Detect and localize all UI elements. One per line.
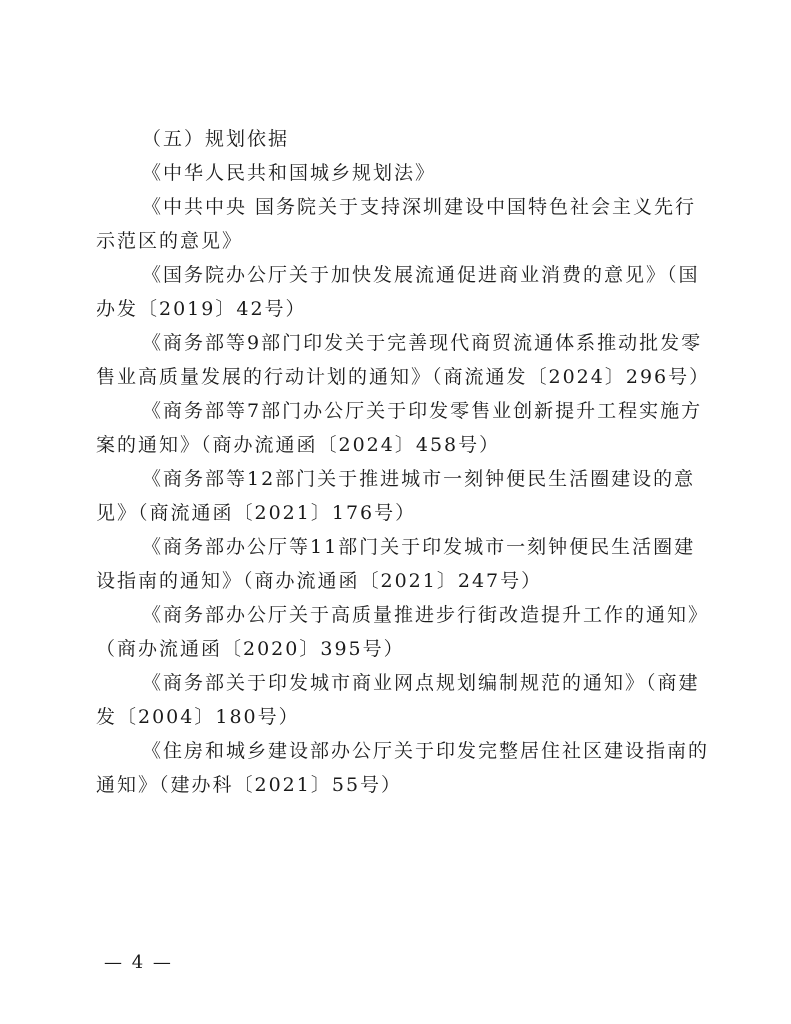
reference-item [96, 156, 696, 190]
reference-line: 《商务部等9部门印发关于完善现代商贸流通体系推动批发零 [142, 332, 703, 354]
reference-line: 《商务部办公厅等11部门关于印发城市一刻钟便民生活圈建 [142, 536, 696, 558]
reference-line: 办发〔2019〕42号） [96, 298, 307, 320]
reference-line: 《住房和城乡建设部办公厅关于印发完整居住社区建设指南的 [142, 740, 710, 762]
reference-item [96, 394, 703, 462]
reference-item [96, 190, 696, 258]
reference-line: 通知》（建办科〔2021〕55号） [96, 774, 403, 796]
reference-line: 见》（商流通函〔2021〕176号） [96, 502, 417, 524]
reference-line: 售业高质量发展的行动计划的通知》（商流通发〔2024〕296号） [96, 366, 711, 388]
reference-line: 《商务部关于印发城市商业网点规划编制规范的通知》（商建 [142, 672, 700, 694]
reference-line: 发〔2004〕180号） [96, 706, 300, 728]
reference-line: 《商务部等7部门办公厅关于印发零售业创新提升工程实施方 [142, 400, 703, 422]
reference-line: 《中共中央 国务院关于支持深圳建设中国特色社会主义先行 [142, 196, 697, 218]
reference-line: 设指南的通知》（商办流通函〔2021〕247号） [96, 570, 543, 592]
reference-item [96, 326, 711, 394]
reference-line: 《国务院办公厅关于加快发展流通促进商业消费的意见》（国 [142, 264, 700, 286]
document-body [96, 122, 711, 802]
reference-line: 示范区的意见》 [96, 230, 244, 252]
reference-item [96, 666, 700, 734]
reference-line: （商办流通函〔2020〕395号） [96, 638, 405, 660]
reference-item [96, 258, 700, 326]
page-number: — 4 — [104, 952, 173, 973]
reference-line: 《中华人民共和国城乡规划法》 [142, 162, 437, 184]
section-heading: （五）规划依据 [142, 128, 290, 150]
reference-line: 《商务部等12部门关于推进城市一刻钟便民生活圈建设的意 [142, 468, 696, 490]
reference-line: 案的通知》（商办流通函〔2024〕458号） [96, 434, 501, 456]
reference-item [96, 462, 696, 530]
reference-item [96, 734, 710, 802]
reference-line: 《商务部办公厅关于高质量推进步行街改造提升工作的通知》 [142, 604, 710, 626]
reference-item [96, 530, 696, 598]
reference-item [96, 598, 710, 666]
